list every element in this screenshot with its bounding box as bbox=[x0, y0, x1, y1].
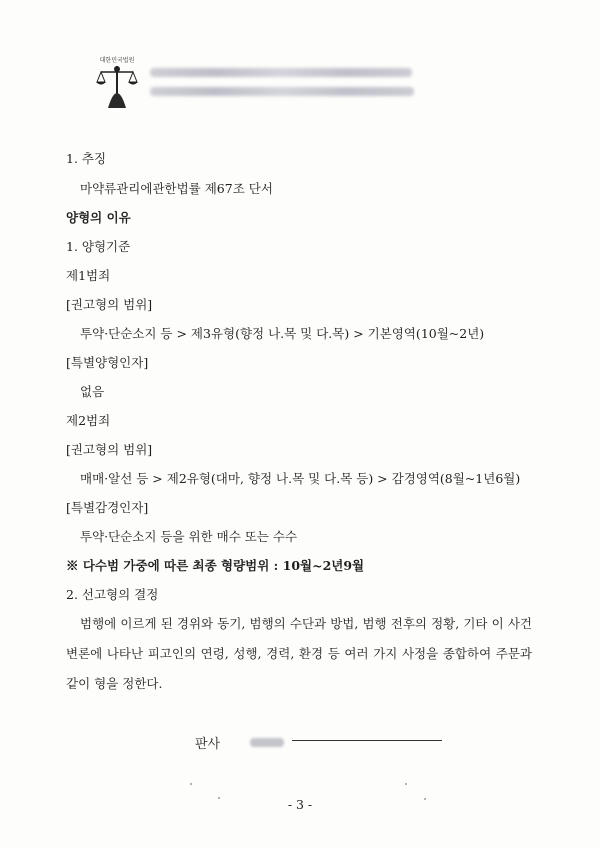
judge-label: 판사 bbox=[195, 737, 221, 752]
guideline-heading: 1. 양형기준 bbox=[66, 239, 131, 254]
redacted-header-line-1 bbox=[150, 68, 412, 77]
sentence-heading: 2. 선고형의 결정 bbox=[66, 587, 159, 602]
seal-text: 대한민국법원 bbox=[99, 57, 135, 64]
redacted-judge-name bbox=[250, 738, 284, 747]
crime2-label: 제2범죄 bbox=[66, 413, 111, 428]
final-range-note: ※ 다수범 가중에 따른 최종 형량범위 : 10월~2년9월 bbox=[66, 558, 365, 573]
crime1-range-label: [권고형의 범위] bbox=[66, 297, 153, 312]
sentence-paragraph: 범행에 이르게 된 경위와 동기, 범행의 수단과 방법, 범행 전후의 정황, 기타 이 사건 변론에 나타난 피고인의 연령, 성행, 경력, 환경 등 여러 가지 사정을 종합하여 주문과 같이 형을 정한다. bbox=[66, 616, 532, 691]
scan-speck bbox=[405, 783, 407, 785]
crime1-range-value: 투약·단순소지 등 > 제3유형(향정 나.목 및 다.목) > 기본영역(10월~2년) bbox=[80, 326, 485, 341]
crime2-factor-label: [특별감경인자] bbox=[66, 500, 149, 515]
court-scales-seal-icon bbox=[86, 50, 148, 112]
crime2-range-label: [권고형의 범위] bbox=[66, 442, 153, 457]
signature-line bbox=[292, 740, 442, 741]
chujing-law: 마약류관리에관한법률 제67조 단서 bbox=[80, 181, 273, 196]
redacted-header-line-2 bbox=[150, 87, 414, 96]
chujing-heading: 1. 추징 bbox=[66, 151, 107, 166]
reason-title: 양형의 이유 bbox=[66, 210, 131, 225]
crime2-factor-value: 투약·단순소지 등을 위한 매수 또는 수수 bbox=[80, 529, 298, 544]
crime1-label: 제1범죄 bbox=[66, 268, 111, 283]
scan-speck bbox=[190, 783, 192, 785]
crime1-factor-value: 없음 bbox=[80, 384, 105, 399]
crime1-factor-label: [특별양형인자] bbox=[66, 355, 149, 370]
crime2-range-value: 매매·알선 등 > 제2유형(대마, 향정 나.목 및 다.목 등) > 감경영역(8월~1년6월) bbox=[80, 471, 521, 486]
page-number: - 3 - bbox=[287, 797, 313, 812]
